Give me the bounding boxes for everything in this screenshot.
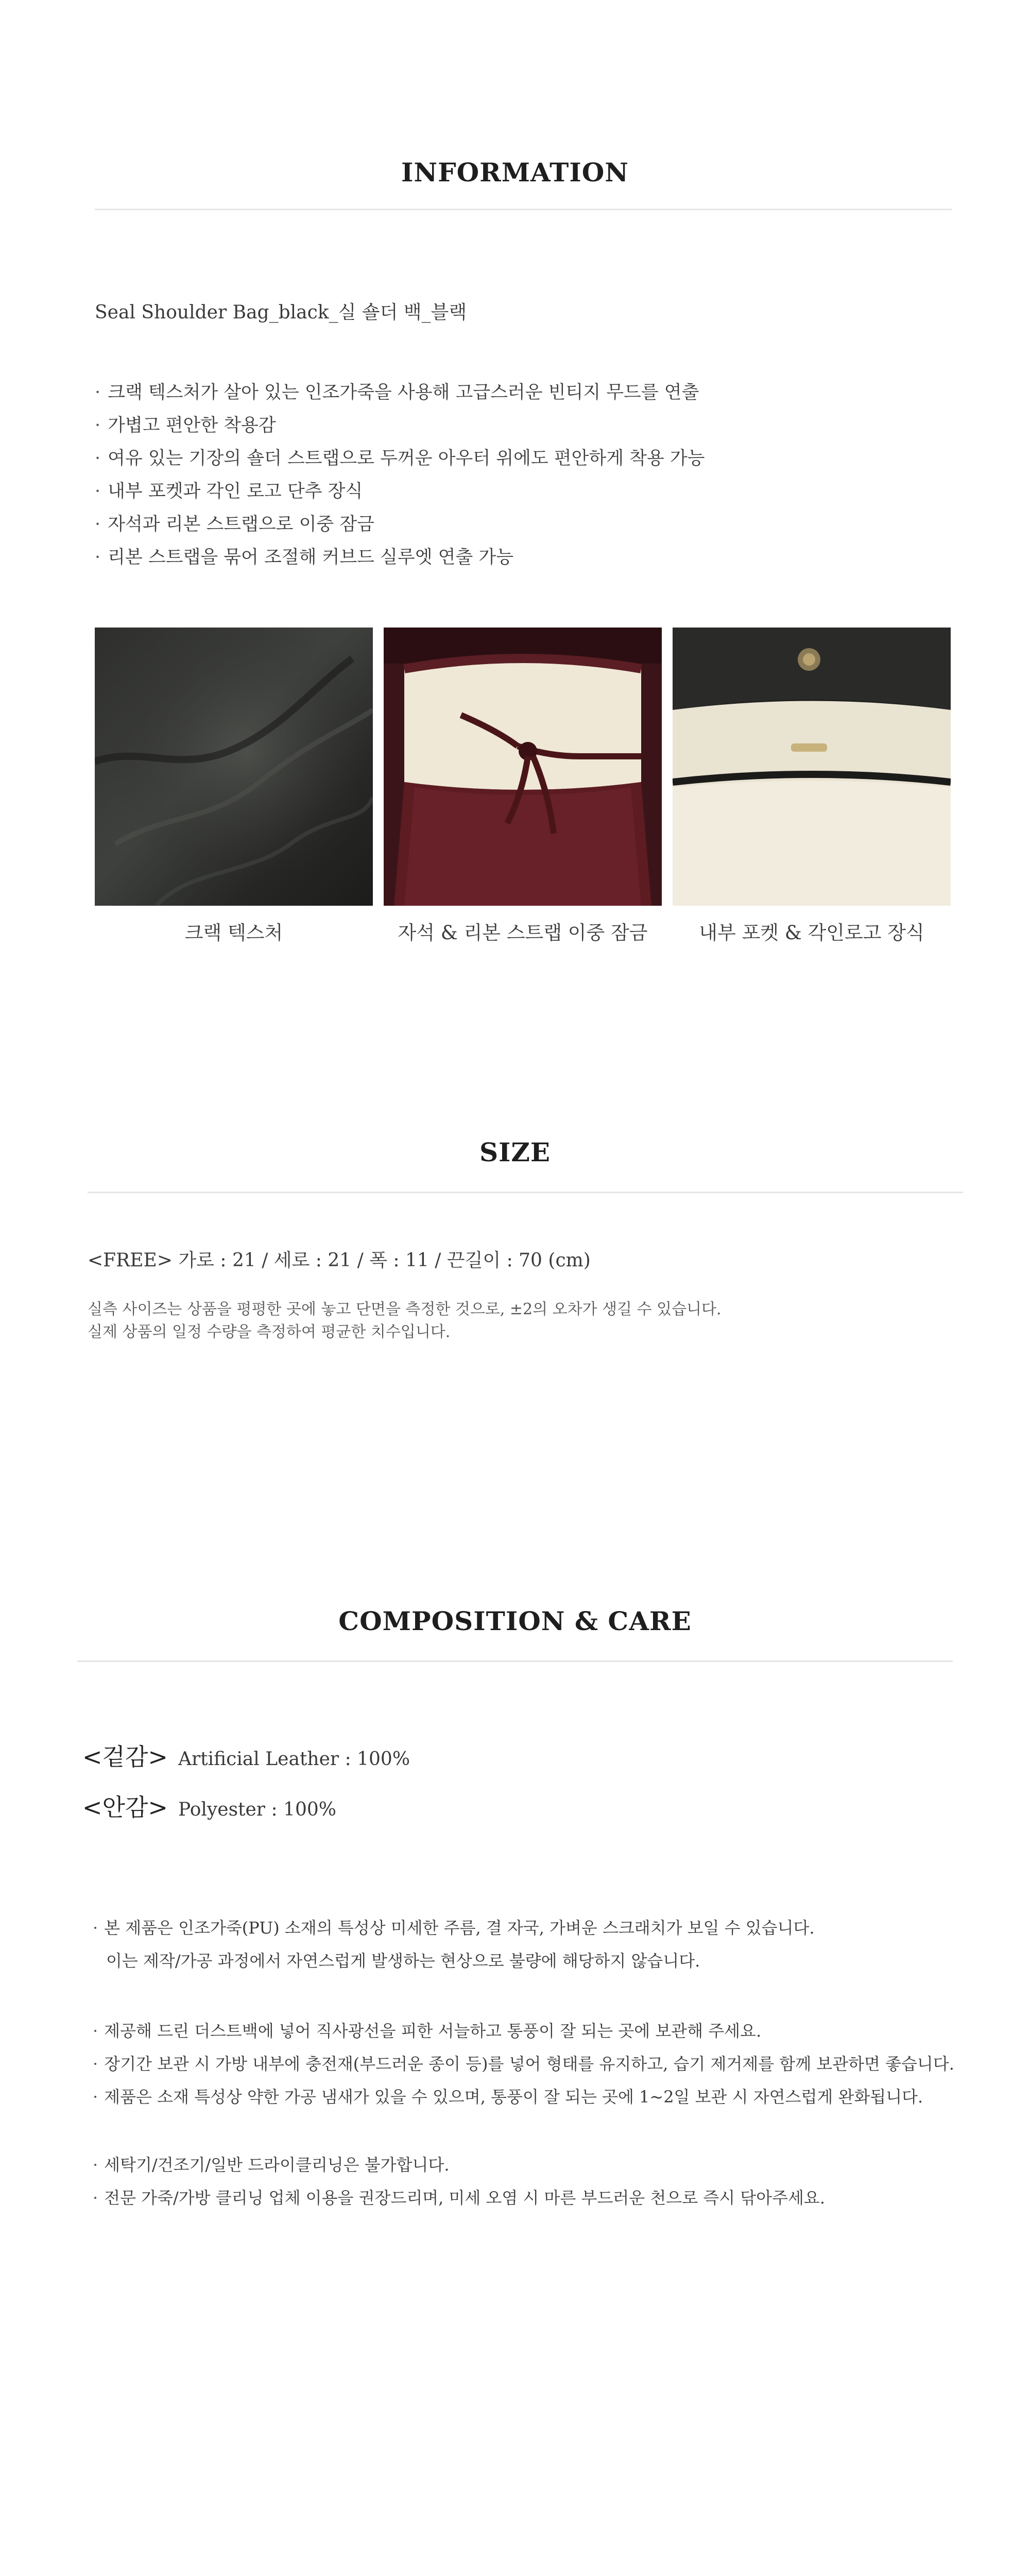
product-name: Seal Shoulder Bag_black_실 숄더 백_블랙 [95,302,467,323]
care-note: · 본 제품은 인조가죽(PU) 소재의 특성상 미세한 주름, 결 자국, 가벼운 스크래치가 보일 수 있습니다. [93,1911,815,1944]
size-measurements: <FREE> 가로 : 21 / 세로 : 21 / 폭 : 11 / 끈길이 : 70 (cm) [88,1250,591,1271]
inner-material [82,1789,336,1823]
ribbon-strap-photo [384,628,662,906]
outer-material-value: Artificial Leather : 100% [178,1749,410,1770]
photo-caption: 크랙 텍스처 [184,922,283,944]
feature-item: · 자석과 리본 스트랩으로 이중 잠금 [95,508,705,541]
inner-material-value: Polyester : 100% [178,1799,336,1820]
care-notes-group [93,2148,825,2214]
care-note: · 제품은 소재 특성상 약한 가공 냄새가 있을 수 있으며, 통풍이 잘 되는 곳에 1~2일 보관 시 자연스럽게 완화됩니다. [93,2080,954,2113]
inner-pocket-photo [673,628,951,906]
care-notes-group [93,1911,815,1977]
care-note: · 장기간 보관 시 가방 내부에 충전재(부드러운 종이 등)를 넣어 형태를 유지하고, 습기 제거제를 함께 보관하면 좋습니다. [93,2047,954,2080]
feature-item: · 가볍고 편안한 착용감 [95,409,705,442]
information-divider [95,209,952,210]
care-notes-group [93,2014,954,2113]
care-note: · 전문 가죽/가방 클리닝 업체 이용을 권장드리며, 미세 오염 시 마른 부드러운 천으로 즉시 닦아주세요. [93,2181,825,2214]
feature-item: · 크랙 텍스처가 살아 있는 인조가죽을 사용해 고급스러운 빈티지 무드를 연출 [95,376,705,409]
inner-material-label: <안감> [82,1793,168,1821]
composition-title: COMPOSITION & CARE [338,1606,692,1636]
size-note-line: 실측 사이즈는 상품을 평평한 곳에 놓고 단면을 측정한 것으로, ±2의 오차가 생길 수 있습니다. [88,1300,722,1318]
care-note: 이는 제작/가공 과정에서 자연스럽게 발생하는 현상으로 불량에 해당하지 않습니다. [106,1951,700,1971]
photo-caption: 내부 포켓 & 각인로고 장식 [699,922,924,944]
photo-caption: 자석 & 리본 스트랩 이중 잠금 [398,922,648,944]
care-note: · 제공해 드린 더스트백에 넣어 직사광선을 피한 서늘하고 통풍이 잘 되는 곳에 보관해 주세요. [93,2014,954,2047]
size-title: SIZE [479,1137,551,1167]
outer-material-label: <겉감> [82,1743,168,1771]
crack-texture-photo [95,628,373,906]
care-note: · 세탁기/건조기/일반 드라이클리닝은 불가합니다. [93,2148,825,2181]
information-title: INFORMATION [401,157,629,188]
feature-item: · 여유 있는 기장의 숄더 스트랩으로 두꺼운 아우터 위에도 편안하게 착용 가능 [95,442,705,475]
composition-divider [77,1660,953,1662]
feature-item: · 내부 포켓과 각인 로고 단추 장식 [95,475,705,508]
size-note-line: 실제 상품의 일정 수량을 측정하여 평균한 치수입니다. [88,1323,451,1341]
feature-item: · 리본 스트랩을 묶어 조절해 커브드 실루엣 연출 가능 [95,541,705,574]
size-divider [88,1192,963,1193]
size-note [88,1298,722,1344]
feature-list [95,376,705,574]
outer-material [82,1738,410,1772]
